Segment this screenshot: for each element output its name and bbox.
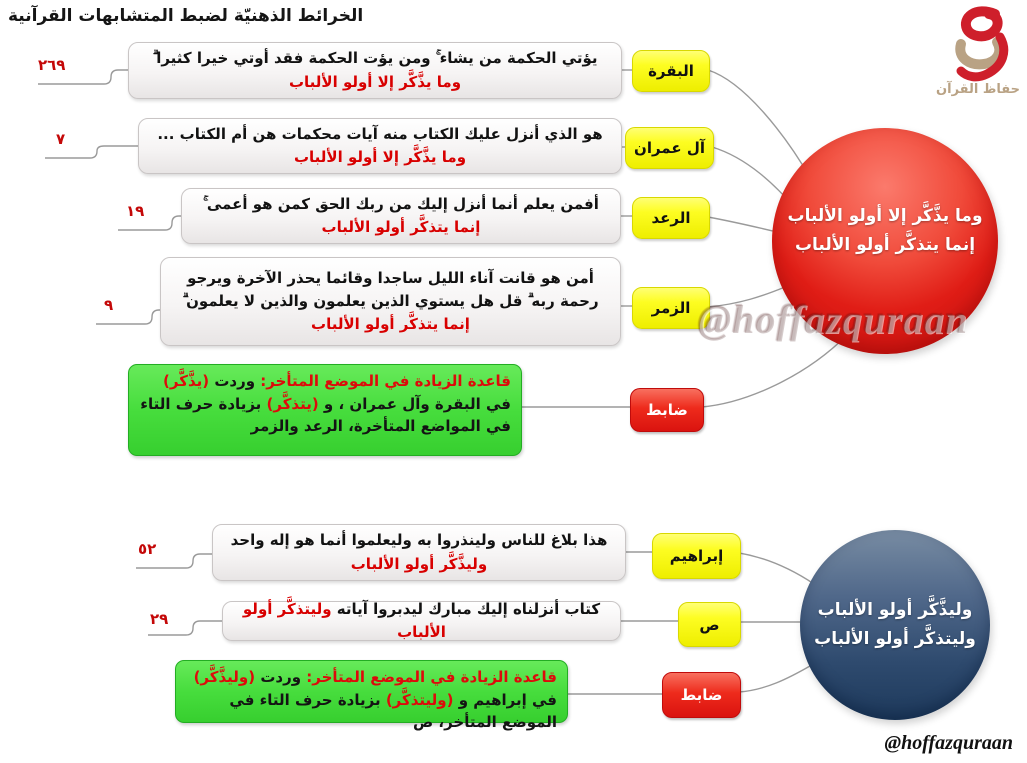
- circle-line-1: وما يذَّكَّر إلا أولو الألباب: [787, 206, 983, 227]
- verse-highlight: إنما يتذكَّر أولو الألباب: [311, 315, 470, 334]
- rule-text: في البقرة وآل عمران ، و: [318, 394, 511, 413]
- circle-line-1: وليذَّكَّر أولو الألباب: [817, 600, 973, 621]
- verse-box: [212, 524, 626, 581]
- verse-text: هذا بلاغ للناس ولينذروا به وليعلموا أنما هو إله واحد: [230, 531, 608, 550]
- surah-topic-raad: الرعد: [632, 197, 710, 239]
- verse-text: كتاب أنزلناه إليك مبارك ليدبروا آياته: [331, 599, 601, 618]
- verse-text: يؤتي الحكمة من يشاء ۚ ومن يؤت الحكمة فقد أوتي خيرا كثيرا ۗ: [152, 49, 598, 68]
- surah-topic-ibrahim: إبراهيم: [652, 533, 741, 579]
- verse-highlight: وما يذَّكَّر إلا أولو الألباب: [288, 72, 462, 91]
- verse-box: [138, 118, 622, 174]
- rule-text: وردت: [255, 668, 302, 686]
- surah-topic-zumar: الزمر: [632, 287, 710, 329]
- verse-text: أمن هو قانت آناء الليل ساجدا وقائما يحذر الآخرة ويرجو رحمة ربه ۗ قل هل يستوي الذين يعلمون والذين لا يعلمون ۗ: [182, 268, 599, 310]
- verse-box: [181, 188, 621, 244]
- rule-label-dabit: ضابط: [630, 388, 704, 432]
- rule-keyword: (يتذكَّر): [266, 394, 319, 413]
- circle-line-2: إنما يتذكَّر أولو الألباب: [794, 235, 976, 255]
- rule-text: وردت: [209, 372, 256, 390]
- central-topic-red-circle: [772, 128, 998, 354]
- brand-logo-icon: [938, 4, 1018, 82]
- verse-number: ٩: [104, 296, 114, 314]
- surah-topic-baqarah: البقرة: [632, 50, 710, 92]
- brand-logo: [935, 4, 1021, 97]
- rule-heading: قاعدة الزيادة في الموضع المتأخر:: [255, 372, 511, 390]
- verse-number: ٢٩: [150, 610, 169, 628]
- verse-number: ٥٢: [138, 540, 157, 558]
- rule-keyword: (يذَّكَّر): [163, 372, 210, 390]
- verse-text: هو الذي أنزل عليك الكتاب منه آيات محكمات هن أم الكتاب ...: [157, 124, 603, 143]
- verse-box: [222, 601, 621, 641]
- rule-text: في إبراهيم و: [453, 690, 557, 709]
- surah-topic-aal-imran: آل عمران: [625, 127, 714, 169]
- rule-text: بزيادة حرف التاء في الموضع المتأخر، ص: [229, 690, 557, 731]
- watermark: @hoffazquraan: [698, 297, 969, 342]
- verse-highlight: وليذَّكَّر أولو الألباب: [350, 554, 488, 573]
- verse-number: ٢٦٩: [38, 56, 66, 74]
- central-topic-blue-circle: [800, 530, 990, 720]
- rule-keyword: (وليتذكَّر): [385, 690, 454, 709]
- verse-box: [128, 42, 622, 99]
- verse-text: أفمن يعلم أنما أنزل إليك من ربك الحق كمن هو أعمى ۚ: [203, 194, 599, 213]
- circle-line-2: وليتذكَّر أولو الألباب: [814, 629, 976, 649]
- verse-highlight: إنما يتذكَّر أولو الألباب: [321, 218, 481, 236]
- verse-number: ٧: [56, 130, 66, 148]
- rule-text: بزيادة حرف التاء في المواضع المتأخرة، الرعد والزمر: [140, 394, 511, 435]
- surah-topic-sad: ص: [678, 602, 741, 647]
- rule-box: [128, 364, 522, 456]
- brand-logo-wordmark: حفاظ القرآن: [936, 82, 1020, 97]
- page-title: الخرائط الذهنيّة لضبط المتشابهات القرآنية: [8, 6, 364, 26]
- footer-handle: @hoffazquraan: [884, 732, 1013, 754]
- rule-keyword: (وليذَّكَّر): [193, 668, 256, 686]
- rule-label-dabit: ضابط: [662, 672, 741, 718]
- rule-box: [175, 660, 568, 731]
- rule-heading: قاعدة الزيادة في الموضع المتأخر:: [301, 668, 557, 686]
- verse-box: [160, 257, 621, 346]
- verse-number: ١٩: [126, 202, 145, 220]
- verse-highlight: وليتذكَّر أولو الألباب: [242, 599, 446, 641]
- verse-highlight: وما يذَّكَّر إلا أولو الألباب: [293, 148, 467, 166]
